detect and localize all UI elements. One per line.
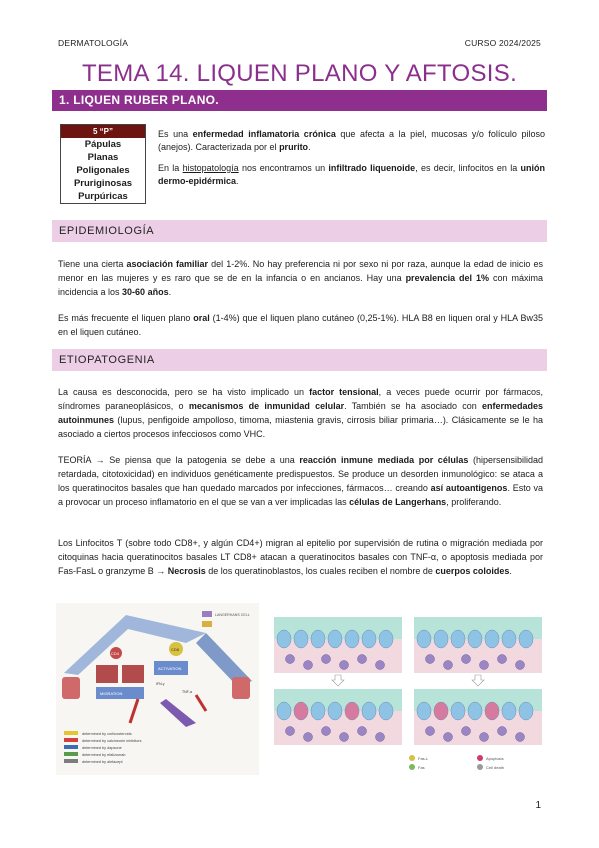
keratinocyte-cell: [345, 702, 359, 720]
apoptosis-swatch-icon: [477, 755, 483, 761]
intro-paragraph-1: Es una enfermedad inflamatoria crónica que afecta a la piel, mucosas y/o folículo piloso (anejos). Caracterizada por el prurito.: [158, 129, 545, 152]
five-p-item: Purpúricas: [78, 191, 128, 202]
lymphocyte-cell: [304, 661, 313, 670]
lymphocyte-cell: [340, 733, 349, 742]
keratinocyte-cell: [434, 702, 448, 720]
keratinocyte-cell: [294, 630, 308, 648]
intro-text: [158, 128, 545, 196]
legend-apoptosis: Apoptosis: [486, 756, 504, 761]
five-p-table: [60, 124, 146, 204]
celldeath-swatch-icon: [477, 764, 483, 770]
lymphocyte-cell: [462, 727, 471, 736]
legend-fasl: Fas-L: [418, 756, 429, 761]
keratinocyte-cell: [311, 702, 325, 720]
cell-block: [232, 677, 250, 699]
etiopatogenia-paragraph-2: TEORÍA → Se piensa que la patogenia se debe a una reacción inmune mediada por células (hipersensibilidad retardada, citotoxicidad) en individuos genéticamente predispuestos. Se produce un desorden inmunológico: se ataca a los queratinocitos basales que han quedado marcados por infecciones, fármacos… creando así autoantigenos. Esto va a provocar un proceso inflamatorio en el que se van a ver implicadas las células de Langerhans, proliferando.: [58, 455, 543, 507]
legend-entry: determined by corticosteroids: [82, 732, 132, 736]
keratinocyte-cell: [417, 630, 431, 648]
keratinocyte-cell: [451, 702, 465, 720]
lymphocyte-cell: [480, 733, 489, 742]
fas-swatch-icon: [409, 764, 415, 770]
cd4-label: CD4: [111, 651, 120, 656]
lymphocyte-cell: [426, 655, 435, 664]
legend-swatch: [64, 745, 78, 749]
cell-block: [96, 665, 118, 683]
lymphocyte-cell: [444, 661, 453, 670]
lymphocyte-cell: [304, 733, 313, 742]
lymphocyte-cell: [322, 655, 331, 664]
five-p-item: Poligonales: [76, 165, 130, 176]
lymphocyte-cell: [358, 655, 367, 664]
keratinocyte-cell: [485, 630, 499, 648]
epidemiologia-heading: EPIDEMIOLOGÍA: [52, 220, 547, 242]
lymphocyte-cell: [286, 655, 295, 664]
lymphocyte-cell: [444, 733, 453, 742]
legend-fas: Fas: [418, 765, 425, 770]
keratinocyte-cell: [468, 702, 482, 720]
lymphocyte-cell: [286, 727, 295, 736]
etiopatogenia-paragraph-1: La causa es desconocida, pero se ha visto implicado un factor tensional, a veces puede ocurrir por fármacos, síndromes paraneoplásicos, o mecanismos de inmunidad celular. También se ha asociado con enfermedades autoinmunes (lupus, penfigoide ampolloso, timoma, miastenia gravis, cirrosis biliar primaria…). Clásicamente se le ha asociado a ciertos procesos infecciosos como VHC.: [58, 387, 543, 439]
keratinocyte-cell: [328, 702, 342, 720]
etiopatogenia-paragraph-3: Los Linfocitos T (sobre todo CD8+, y algún CD4+) migran al epitelio por supervisión de rutina o migración mediada por citoquinas hacia queratinocitos basales LT CD8+ atacan a queratinocitos basales con TNF-α, o apoptosis mediada por Fas-FasL o granzyme B → Necrosis de los queratinoblastos, los cuales reciben el nombre de cuerpos coloides.: [58, 538, 543, 576]
keratinocyte-cell: [379, 630, 393, 648]
epidemiologia-paragraph-1: Tiene una cierta asociación familiar del 1-2%. No hay preferencia ni por sexo ni por raza, aunque la edad de inicio es menor en las mujeres y es raro que se de en la infancia o en ancianos. Hay una prevalencia del 1% con máxima incidencia a los 30-60 años.: [58, 259, 543, 297]
lymphocyte-cell: [516, 733, 525, 742]
epidemiologia-paragraph-2: Es más frecuente el liquen plano oral (1-4%) que el liquen plano cutáneo (0,25-1%). HLA B8 en liquen oral y HLA Bw35 en el liquen cutáneo.: [58, 313, 543, 337]
legend-entry: determined by dapsone: [82, 746, 122, 750]
five-p-item: Planas: [87, 152, 119, 163]
cd8-label: CD8: [171, 647, 180, 652]
intro-paragraph-2: En la histopatología nos encontramos un infiltrado liquenoide, es decir, linfocitos en la unión dermo-epidérmica.: [158, 163, 545, 186]
cell-block: [62, 677, 80, 699]
etiopatogenia-heading: ETIOPATOGENIA: [52, 349, 547, 371]
lymphocyte-cell: [358, 727, 367, 736]
lymphocyte-cell: [516, 661, 525, 670]
keratinocyte-cell: [468, 630, 482, 648]
keratinocyte-cell: [277, 702, 291, 720]
keratinocyte-cell: [451, 630, 465, 648]
five-p-table-header: 5 “P”: [61, 125, 145, 138]
apoptosis-diagram: [272, 615, 544, 775]
legend-swatch: [202, 611, 212, 617]
legend-swatch: [64, 759, 78, 763]
legend-entry: determined by calcineurin inhibitors: [82, 739, 142, 743]
keratinocyte-cell: [294, 702, 308, 720]
keratinocyte-cell: [379, 702, 393, 720]
legend-entry: determined by alefacept: [82, 760, 123, 764]
keratinocyte-cell: [311, 630, 325, 648]
keratinocyte-cell: [277, 630, 291, 648]
section-1-heading: 1. LIQUEN RUBER PLANO.: [52, 90, 547, 111]
keratinocyte-cell: [485, 702, 499, 720]
legend-entry: determined by efalizumab: [82, 753, 126, 757]
lymphocyte-cell: [426, 727, 435, 736]
lymphocyte-cell: [498, 727, 507, 736]
keratinocyte-cell: [519, 630, 533, 648]
lymphocyte-cell: [340, 661, 349, 670]
keratinocyte-cell: [417, 702, 431, 720]
lymphocyte-cell: [376, 661, 385, 670]
immunopathogenesis-diagram: [56, 603, 259, 775]
activation-label: ACTIVATION: [158, 666, 182, 671]
keratinocyte-cell: [328, 630, 342, 648]
tnf-label: TNF-α: [182, 690, 192, 694]
header-right: CURSO 2024/2025: [464, 38, 541, 48]
legend-swatch: [64, 731, 78, 735]
legend-swatch: [64, 752, 78, 756]
legend-swatch: [64, 738, 78, 742]
five-p-item: Pruriginosas: [73, 178, 133, 189]
five-p-item: Pápulas: [84, 139, 122, 150]
apoptosis-figure: [272, 615, 544, 775]
ifn-label: IFN-γ: [156, 682, 165, 686]
page-number: 1: [535, 800, 541, 811]
lymphocyte-cell: [462, 655, 471, 664]
lymphocyte-cell: [498, 655, 507, 664]
keratinocyte-cell: [502, 630, 516, 648]
keratinocyte-cell: [434, 630, 448, 648]
lymphocyte-cell: [480, 661, 489, 670]
keratinocyte-cell: [362, 630, 376, 648]
keratinocyte-cell: [519, 702, 533, 720]
lymphocyte-cell: [376, 733, 385, 742]
legend-celldeath: Cell death: [486, 765, 505, 770]
header-left: DERMATOLOGÍA: [58, 38, 129, 48]
legend-swatch: [202, 621, 212, 627]
immunopathogenesis-figure: [56, 603, 259, 775]
page-title: TEMA 14. LIQUEN PLANO Y AFTOSIS.: [81, 60, 518, 87]
fasl-swatch-icon: [409, 755, 415, 761]
figure-label-langerhans: LANGERHANS CELL: [215, 613, 250, 617]
cell-block: [122, 665, 144, 683]
lymphocyte-cell: [322, 727, 331, 736]
migration-label: MIGRATION: [100, 691, 123, 696]
keratinocyte-cell: [502, 702, 516, 720]
keratinocyte-cell: [345, 630, 359, 648]
keratinocyte-cell: [362, 702, 376, 720]
